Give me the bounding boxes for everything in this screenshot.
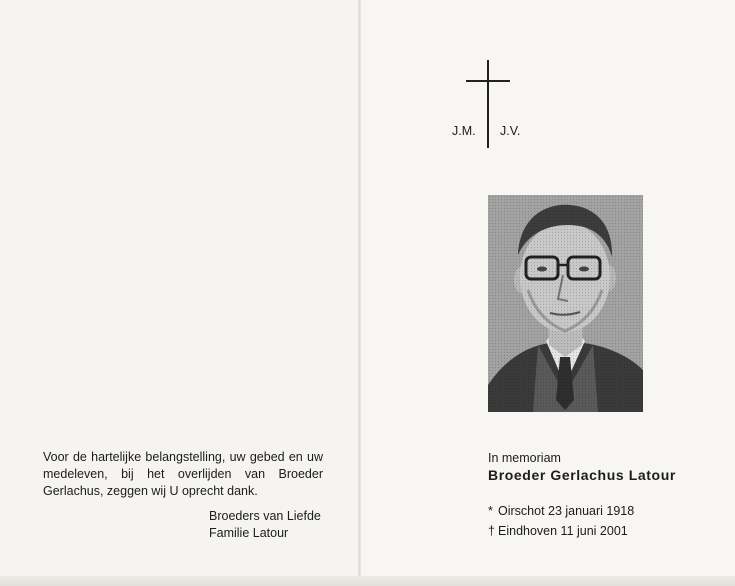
birth-line	[488, 504, 634, 518]
left-page	[0, 0, 360, 586]
card-fold	[358, 0, 361, 586]
deceased-name: Broeder Gerlachus Latour	[488, 467, 676, 483]
initials-left: J.M.	[452, 124, 476, 138]
portrait-photo	[488, 195, 643, 412]
signers-block	[209, 508, 321, 542]
death-details: Eindhoven 11 juni 2001	[498, 524, 628, 538]
signer-brothers: Broeders van Liefde	[209, 509, 321, 523]
death-dagger-icon: †	[488, 524, 495, 538]
in-memoriam-label: In memoriam	[488, 451, 561, 465]
birth-details: Oirschot 23 januari 1918	[498, 504, 635, 518]
thanks-text: Voor de hartelijke belangstelling, uw gebed en uw medeleven, bij het overlijden van Broeder Gerlachus, zeggen wij U oprecht dank.	[43, 450, 323, 498]
death-line	[488, 524, 628, 538]
card-bottom-edge	[0, 576, 735, 586]
signer-family: Familie Latour	[209, 526, 289, 540]
birth-star-icon: *	[488, 504, 493, 518]
initials-right: J.V.	[500, 124, 521, 138]
